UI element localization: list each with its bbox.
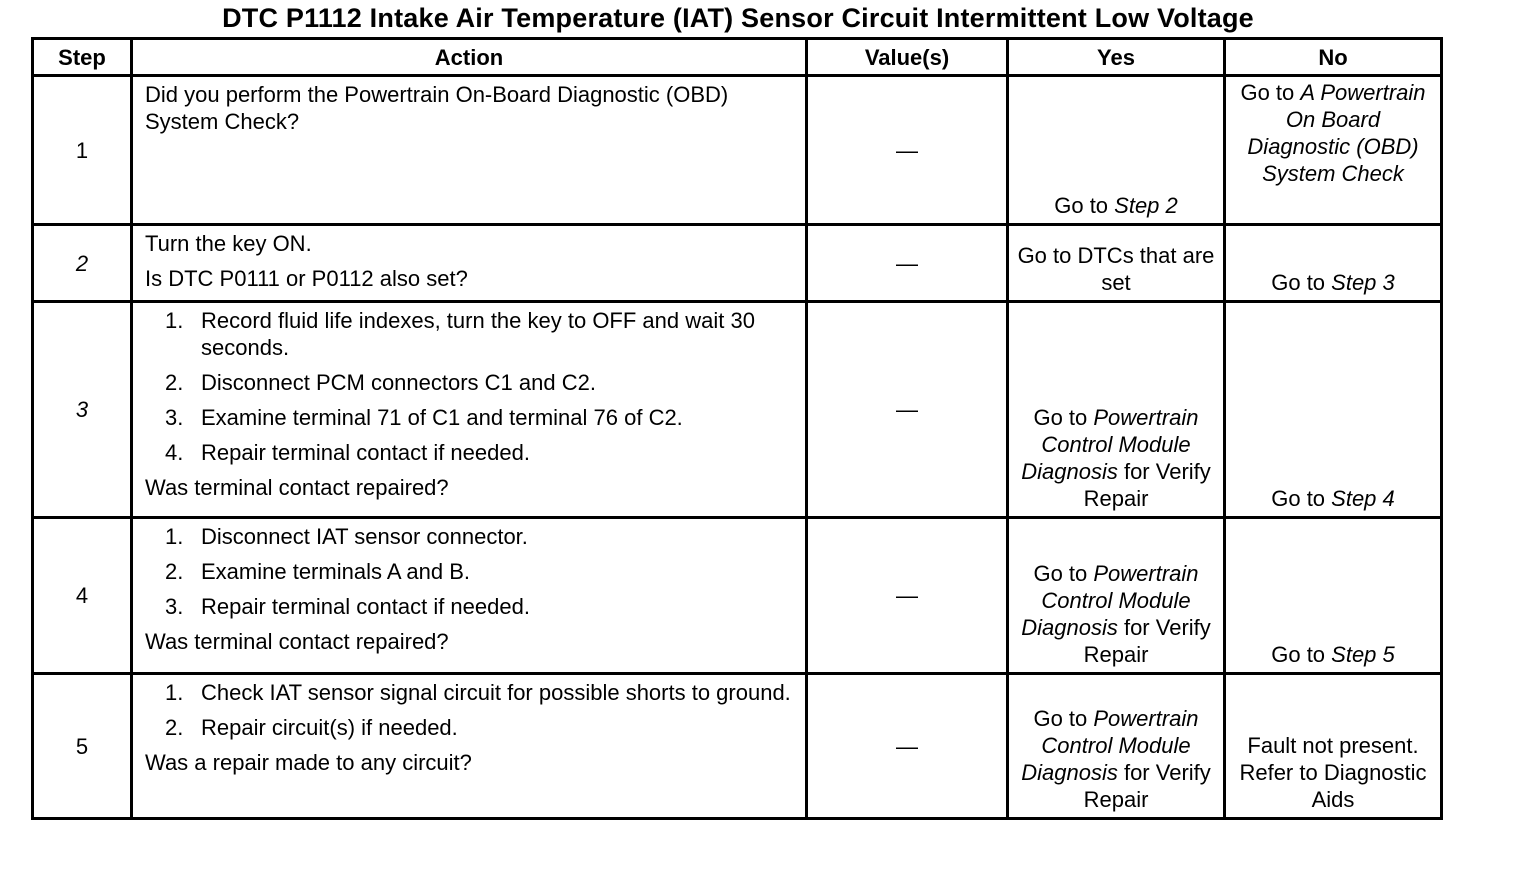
no-target: A Powertrain On Board Diagnostic (OBD) System Check	[1247, 80, 1426, 186]
action-question: Was terminal contact repaired?	[145, 475, 449, 500]
item-number: 4.	[165, 440, 184, 465]
table-row	[33, 674, 1442, 819]
procedure-list	[145, 523, 795, 620]
yes-cell	[1008, 76, 1225, 225]
no-cell	[1225, 225, 1442, 302]
action-cell	[132, 302, 807, 518]
no-prefix: Go to	[1271, 486, 1332, 511]
yes-target: Powertrain Control Module Diagnosis	[1021, 561, 1199, 640]
step-number: 1	[33, 76, 132, 225]
item-number: 1.	[165, 308, 184, 333]
action-cell	[132, 674, 807, 819]
item-text: Repair terminal contact if needed.	[201, 594, 530, 619]
list-item	[145, 679, 795, 706]
diagnostic-table	[31, 37, 1443, 820]
item-text: Examine terminal 71 of C1 and terminal 76 of C2.	[201, 405, 683, 430]
yes-prefix: Go to	[1033, 706, 1094, 731]
yes-target: Step 2	[1114, 193, 1178, 218]
step-number: 5	[33, 674, 132, 819]
item-text: Disconnect PCM connectors C1 and C2.	[201, 370, 596, 395]
header-values: Value(s)	[807, 39, 1008, 76]
list-item	[145, 523, 795, 550]
yes-target: Powertrain Control Module Diagnosis	[1021, 706, 1199, 785]
value-cell: —	[807, 76, 1008, 225]
no-cell	[1225, 518, 1442, 674]
value-cell: —	[807, 674, 1008, 819]
no-cell	[1225, 302, 1442, 518]
list-item	[145, 439, 795, 466]
table-row	[33, 302, 1442, 518]
action-text: Did you perform the Powertrain On-Board Diagnostic (OBD) System Check?	[145, 82, 729, 134]
action-question: Was terminal contact repaired?	[145, 629, 449, 654]
header-action: Action	[132, 39, 807, 76]
list-item	[145, 369, 795, 396]
no-prefix: Go to	[1240, 80, 1301, 105]
table-row	[33, 76, 1442, 225]
no-prefix: Go to	[1271, 642, 1332, 667]
header-step: Step	[33, 39, 132, 76]
page-title: DTC P1112 Intake Air Temperature (IAT) Sensor Circuit Intermittent Low Voltage	[222, 3, 1254, 33]
no-target: Step 3	[1331, 270, 1395, 295]
list-item	[145, 593, 795, 620]
list-item	[145, 558, 795, 585]
yes-target: Powertrain Control Module Diagnosis	[1021, 405, 1199, 484]
action-cell	[132, 76, 807, 225]
item-number: 1.	[165, 524, 184, 549]
value-cell: —	[807, 302, 1008, 518]
no-prefix: Go to	[1271, 270, 1332, 295]
item-text: Examine terminals A and B.	[201, 559, 471, 584]
item-text: Record fluid life indexes, turn the key to OFF and wait 30 seconds.	[201, 308, 755, 360]
yes-prefix: Go to	[1033, 561, 1094, 586]
no-target: Step 4	[1331, 486, 1395, 511]
yes-cell	[1008, 674, 1225, 819]
action-cell	[132, 518, 807, 674]
item-number: 2.	[165, 559, 184, 584]
header-yes: Yes	[1008, 39, 1225, 76]
yes-suffix: for Verify Repair	[1083, 459, 1211, 511]
step-number: 3	[33, 302, 132, 518]
item-number: 3.	[165, 405, 184, 430]
procedure-list	[145, 679, 795, 741]
list-item	[145, 307, 795, 361]
item-text: Disconnect IAT sensor connector.	[201, 524, 528, 549]
header-row	[33, 39, 1442, 76]
list-item	[145, 404, 795, 431]
value-cell: —	[807, 225, 1008, 302]
yes-prefix: Go to	[1033, 405, 1094, 430]
header-no: No	[1225, 39, 1442, 76]
yes-cell	[1008, 302, 1225, 518]
step-number: 2	[33, 225, 132, 302]
action-question: Is DTC P0111 or P0112 also set?	[145, 266, 468, 291]
yes-suffix: for Verify Repair	[1083, 760, 1211, 812]
item-text: Repair circuit(s) if needed.	[201, 715, 458, 740]
item-number: 1.	[165, 680, 184, 705]
item-number: 2.	[165, 715, 184, 740]
action-line: Turn the key ON.	[145, 231, 312, 256]
yes-suffix: for Verify Repair	[1083, 615, 1211, 667]
list-item	[145, 714, 795, 741]
yes-cell: Go to DTCs that are set	[1008, 225, 1225, 302]
item-number: 2.	[165, 370, 184, 395]
yes-prefix: Go to	[1054, 193, 1115, 218]
value-cell: —	[807, 518, 1008, 674]
table-row	[33, 225, 1442, 302]
action-question: Was a repair made to any circuit?	[145, 750, 472, 775]
procedure-list	[145, 307, 795, 466]
item-number: 3.	[165, 594, 184, 619]
step-number: 4	[33, 518, 132, 674]
no-cell	[1225, 76, 1442, 225]
table-row	[33, 518, 1442, 674]
item-text: Repair terminal contact if needed.	[201, 440, 530, 465]
action-cell	[132, 225, 807, 302]
no-target: Step 5	[1331, 642, 1395, 667]
yes-cell	[1008, 518, 1225, 674]
no-cell: Fault not present. Refer to Diagnostic Aids	[1225, 674, 1442, 819]
item-text: Check IAT sensor signal circuit for possible shorts to ground.	[201, 680, 791, 705]
